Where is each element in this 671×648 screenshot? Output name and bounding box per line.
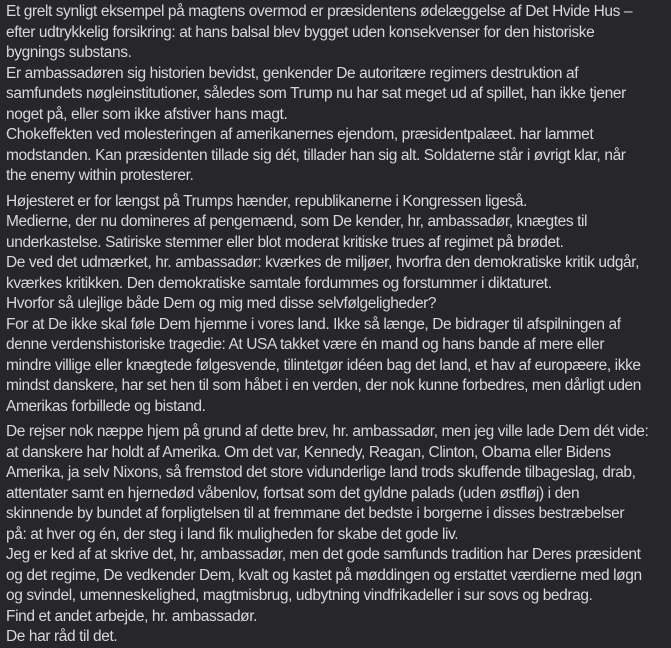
text-line: bygnings substans. bbox=[6, 44, 132, 61]
text-line: samfundets nøgleinstitutioner, således som Trump nu har sat meget ud af spillet, han ikke tjener bbox=[6, 85, 626, 102]
text-line: Find et andet arbejde, hr. ambassadør. bbox=[6, 607, 258, 625]
text-line: De har råd til det. bbox=[6, 628, 118, 645]
text-line: og det regime, De vedkender Dem, kvalt og kastet på møddingen og erstattet værdierne med løgn bbox=[6, 566, 642, 584]
text-line: skinnende by bundet af forpligtelsen til at fremmane det bedste i borgerne i disses bestræbelser bbox=[6, 505, 625, 522]
text-line: Højesteret er for længst på Trumps hænder, republikanerne i Kongressen ligeså. bbox=[6, 192, 528, 210]
text-line: på: at hver og én, der steg i land fik muligheden for skabe det gode liv. bbox=[6, 525, 459, 543]
text-line: De rejser nok næppe hjem på grund af dette brev, hr. ambassadør, men jeg ville lade Dem dét vide: bbox=[6, 423, 649, 440]
text-line: denne verdenshistoriske tragedie: At USA takket være én mand og hans bande af mere eller bbox=[6, 336, 605, 353]
text-line: modstanden. Kan præsidenten tillade sig dét, tillader han sig alt. Soldaterne står i øvrigt klar, når bbox=[6, 146, 626, 164]
text-line: underkastelse. Satiriske stemmer eller blot moderat kritiske trues af regimet på brødet. bbox=[6, 233, 564, 251]
text-line: mindst danskere, har set hen til som håbet i en verden, der nok kunne forbedres, men dårligt uden bbox=[6, 377, 641, 394]
text-line: at danskere har holdt af Amerika. Om det var, Kennedy, Reagan, Clinton, Obama eller Bidens bbox=[6, 443, 611, 461]
text-line: the enemy within protesterer. bbox=[6, 167, 194, 184]
text-line: Jeg er ked af at skrive det, hr, ambassadør, men det gode samfunds tradition har Deres præsident bbox=[6, 546, 641, 563]
paragraph-block bbox=[6, 422, 671, 648]
text-line: Er ambassadøren sig historien bevidst, genkender De autoritære regimers destruktion af bbox=[6, 64, 579, 82]
text-line: Et grelt synligt eksempel på magtens overmod er præsidentens ødelæggelse af Det Hvide Hus – bbox=[6, 3, 633, 20]
text-line: Hvorfor så ulejlige både Dem og mig med disse selvfølgeligheder? bbox=[6, 295, 437, 312]
text-line: Medierne, der nu domineres af pengemænd, som De kender, hr, ambassadør, knægtes til bbox=[6, 213, 588, 230]
text-line: attentater samt en hjernedød våbenlov, fortsat som det gyldne palads (uden østfløj) i den bbox=[6, 484, 580, 502]
text-line: mindre villige eller knægtede følgesvende, tilintetgør idéen bag det land, et hav af europæere, ikke bbox=[6, 356, 641, 374]
text-line: De ved det udmærket, hr. ambassadør: kværkes de miljøer, hvorfra den demokratiske kritik udgår, bbox=[6, 254, 640, 271]
text-line: kværkes kritikken. Den demokratiske samtale fordummes og forstummer i diktaturet. bbox=[6, 274, 552, 292]
text-line: og svindel, umenneskelighed, magtmisbrug, udbytning vindfrikadeller i sur sovs og bedrag. bbox=[6, 587, 593, 604]
text-line: Amerikas forbillede og bistand. bbox=[6, 397, 206, 415]
paragraph-block bbox=[6, 2, 671, 187]
text-line: efter udtrykkelig forsikring: at hans balsal blev bygget uden konsekvenser for den historiske bbox=[6, 23, 595, 41]
text-line: Amerika, ja selv Nixons, så fremstod det store vidunderlige land trods skuffende tilbageslag, drab, bbox=[6, 464, 636, 481]
text-line: Chokeffekten ved molesteringen af amerikanernes ejendom, præsidentpalæet. har lammet bbox=[6, 126, 594, 143]
text-line: For at De ikke skal føle Dem hjemme i vores land. Ikke så længe, De bidrager til afspilningen af bbox=[6, 315, 621, 333]
text-line: noget på, eller som ikke afstiver hans magt. bbox=[6, 105, 288, 123]
paragraph-block bbox=[6, 192, 671, 418]
